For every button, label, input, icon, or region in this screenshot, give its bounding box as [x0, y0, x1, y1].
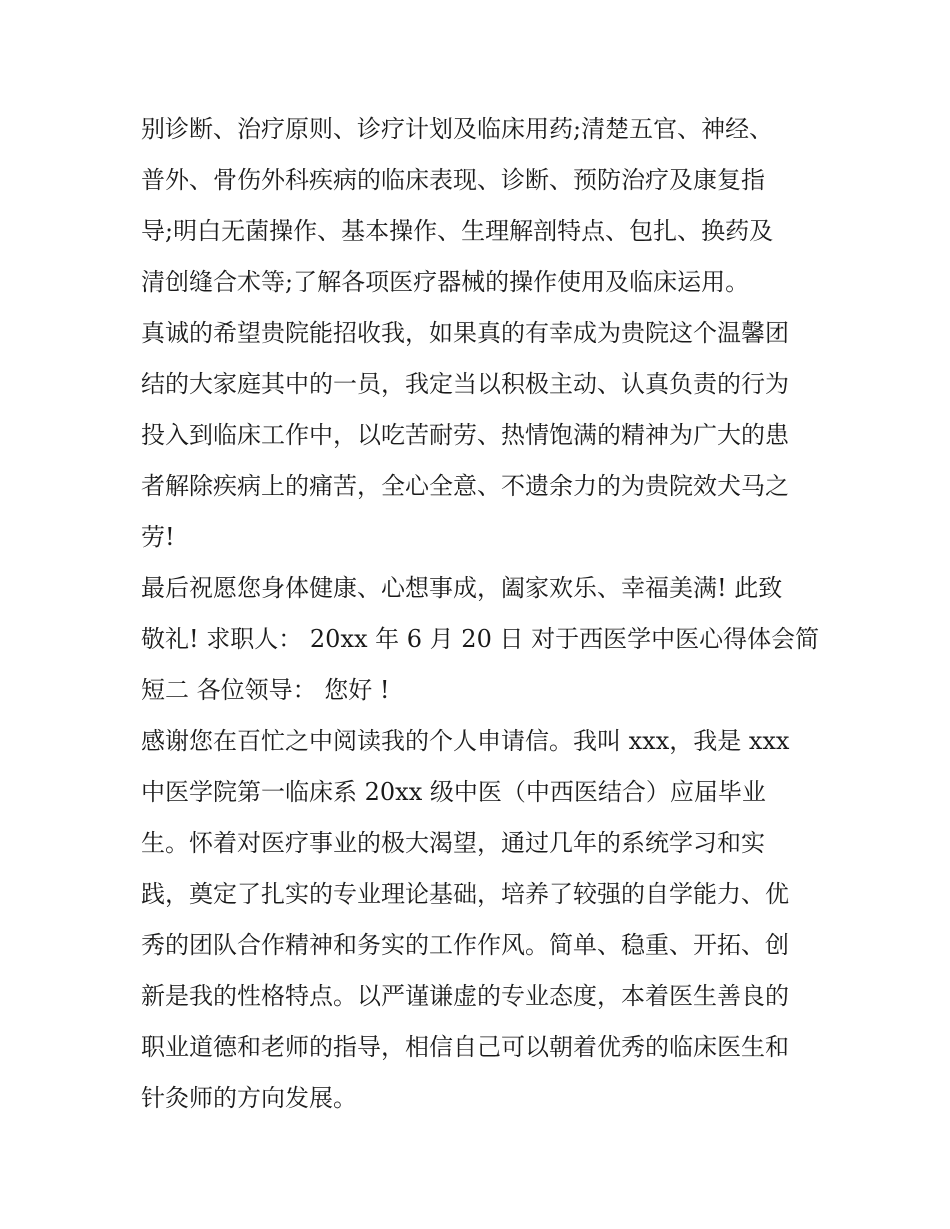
text-line: 真诚的希望贵院能招收我，如果真的有幸成为贵院这个温馨团: [141, 319, 789, 347]
text-line: 中医学院第一临床系 20xx 级中医（中西医结合）应届毕业: [141, 778, 766, 806]
text-line: 职业道德和老师的指导，相信自己可以朝着优秀的临床医生和: [141, 1033, 789, 1061]
letter-body: [141, 104, 821, 1124]
text-line: 者解除疾病上的痛苦，全心全意、不遗余力的为贵院效犬马之: [141, 472, 789, 500]
text-line: 新是我的性格特点。以严谨谦虚的专业态度，本着医生善良的: [141, 982, 789, 1010]
text-line: 别诊断、治疗原则、诊疗计划及临床用药;清楚五官、神经、: [141, 115, 774, 143]
text-line: 结的大家庭其中的一员，我定当以积极主动、认真负责的行为: [141, 370, 789, 398]
text-line: 导;明白无菌操作、基本操作、生理解剖特点、包扎、换药及: [141, 217, 774, 245]
text-line: 投入到临床工作中，以吃苦耐劳、热情饱满的精神为广大的患: [141, 421, 789, 449]
text-line: 普外、骨伤外科疾病的临床表现、诊断、预防治疗及康复指: [141, 166, 765, 194]
text-line: 短二 各位领导： 您好 !: [141, 676, 390, 704]
text-line: 清创缝合术等;了解各项医疗器械的操作使用及临床运用。: [141, 268, 750, 296]
text-line: 感谢您在百忙之中阅读我的个人申请信。我叫 xxx，我是 xxx: [141, 727, 790, 755]
text-line: 最后祝愿您身体健康、心想事成，阖家欢乐、幸福美满! 此致: [141, 574, 783, 602]
text-line: 践，奠定了扎实的专业理论基础，培养了较强的自学能力、优: [141, 880, 789, 908]
text-line: 秀的团队合作精神和务实的工作作风。简单、稳重、开拓、创: [141, 931, 789, 959]
text-line: 生。怀着对医疗事业的极大渴望，通过几年的系统学习和实: [141, 829, 765, 857]
text-line: 劳!: [141, 523, 175, 551]
text-line: 敬礼! 求职人： 20xx 年 6 月 20 日 对于西医学中医心得体会简: [141, 625, 820, 653]
text-line: 针灸师的方向发展。: [141, 1084, 357, 1112]
